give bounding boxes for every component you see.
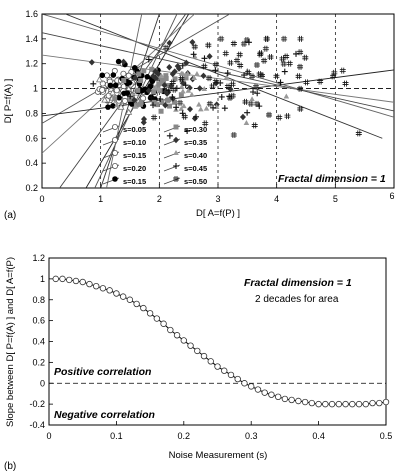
panel-a-y-tick-label: 1.6 — [25, 9, 38, 19]
panel-b-data-point — [296, 398, 302, 404]
panel-b-data-point — [302, 399, 308, 405]
panel-b-x-tick-label: 0.2 — [177, 431, 191, 441]
panel-b-data-point — [343, 401, 349, 407]
legend-line-sample — [164, 178, 180, 184]
panel-b-positive-correlation-label: Positive correlation — [54, 366, 152, 378]
legend-marker — [173, 137, 179, 143]
panel-a-data-point — [282, 69, 288, 75]
panel-a-y-ticks — [25, 9, 46, 193]
panel-a-data-point — [343, 81, 349, 87]
panel-a-data-point — [141, 68, 146, 73]
panel-a-data-point — [264, 36, 270, 42]
panel-a-data-point — [177, 100, 183, 106]
panel-b-data-point — [174, 332, 180, 338]
panel-a-data-point — [108, 83, 114, 89]
panel-a-data-point — [205, 42, 211, 48]
panel-a-data-point — [242, 99, 248, 105]
panel-a-data-point — [284, 113, 290, 119]
legend-label: s=0.45 — [184, 164, 208, 173]
panel-a-data-point — [250, 89, 256, 95]
legend-marker — [112, 150, 117, 155]
panel-a-data-point — [126, 73, 131, 78]
panel-a-x-tick-label: 3 — [215, 194, 221, 204]
panel-b-data-point — [93, 283, 99, 289]
panel-a-data-point — [303, 79, 309, 85]
panel-a-data-point — [104, 73, 109, 78]
panel-b-data-point — [188, 343, 194, 349]
panel-a-data-point — [114, 88, 119, 93]
legend-label: s=0.05 — [123, 125, 147, 134]
panel-a-data-point — [110, 103, 116, 109]
panel-a-data-point — [121, 78, 126, 83]
panel-b-x-tick-label: 0.4 — [312, 431, 325, 441]
panel-a-data-point — [267, 54, 273, 60]
panel-b-y-tick-label: 0.2 — [32, 357, 45, 368]
legend-marker — [174, 125, 179, 130]
panel-b-y-tick-label: 0 — [39, 378, 45, 389]
panel-a-data-point — [189, 39, 195, 45]
panel-b-data-point — [73, 278, 79, 284]
panel-a-data-point — [121, 91, 127, 97]
panel-a-data-point — [244, 120, 250, 125]
panel-a-y-tick-label: 1.4 — [25, 33, 38, 44]
panel-a-data-point — [200, 73, 206, 79]
panel-b-data-point — [53, 276, 59, 282]
panel-a-data-point — [297, 36, 303, 42]
panel-a-y-tick-label: 0.8 — [25, 108, 38, 119]
panel-b-x-tick-label: 0 — [46, 431, 52, 441]
panel-b-fractal-annotation: Fractal dimension = 1 — [244, 277, 352, 289]
panel-a-data-point — [252, 122, 258, 128]
panel-b-data-point — [60, 276, 66, 282]
panel-b-data-point — [383, 399, 389, 405]
panel-a-x-tick-label: 5 — [332, 194, 338, 204]
panel-a-data-points — [89, 36, 362, 139]
panel-a-data-point — [296, 73, 302, 79]
panel-b-y-axis-title: Slope between D[ P=f(A) ] and D[ A=f(P) — [5, 256, 16, 428]
panel-b-data-point — [141, 305, 147, 311]
panel-b-data-point — [194, 348, 200, 354]
panel-a-data-point — [249, 96, 255, 101]
legend-label: s=0.10 — [123, 138, 147, 147]
panel-a-data-point — [340, 68, 346, 74]
panel-b-data-point — [316, 401, 322, 407]
panel-a-x-tick-label: 1 — [98, 194, 104, 204]
panel-a-data-point — [166, 97, 171, 102]
panel-a-data-point — [138, 78, 143, 83]
panel-a-data-point — [136, 71, 141, 76]
panel-b-y-tick-label: 1 — [39, 273, 45, 284]
panel-a-data-point — [194, 71, 200, 76]
panel-a-data-point — [246, 39, 252, 45]
panel-b-data-point — [350, 401, 356, 407]
panel-a-data-point — [166, 64, 172, 70]
panel-a-data-point — [90, 81, 96, 87]
panel-b-line-chart — [4, 253, 392, 471]
panel-a-data-point — [112, 96, 117, 101]
panel-b-data-point — [289, 397, 295, 403]
panel-b-data-point — [168, 327, 174, 333]
panel-a-scatter-chart — [3, 9, 395, 221]
panel-b-x-axis-title: Noise Measurement (s) — [168, 450, 268, 461]
panel-a-data-point — [263, 46, 269, 52]
panel-a-data-point — [121, 71, 126, 76]
panel-b-data-point — [127, 297, 133, 303]
panel-b-data-point — [242, 380, 248, 386]
panel-b-data-point — [80, 279, 86, 285]
panel-a-data-point — [281, 36, 287, 42]
panel-a-data-point — [287, 61, 293, 67]
panel-a-data-point — [151, 115, 157, 121]
panel-a-data-point — [201, 55, 207, 61]
legend-label: s=0.20 — [123, 164, 147, 173]
panel-a-data-point — [218, 36, 224, 42]
panel-a-x-ticks — [39, 184, 394, 204]
panel-a-data-point — [227, 60, 233, 66]
panel-b-data-point — [329, 401, 335, 407]
legend-marker — [112, 137, 117, 142]
panel-a-data-point — [180, 88, 186, 93]
panel-a-x-tick-label: 4 — [274, 194, 280, 204]
panel-a-plot-area — [42, 14, 394, 188]
panel-b-data-point — [255, 387, 261, 393]
panel-b-y-tick-label: 0.6 — [32, 315, 45, 326]
panel-b-data-point — [370, 400, 376, 406]
panel-a-grid — [42, 14, 394, 188]
panel-a-data-point — [173, 76, 178, 81]
panel-a-data-point — [163, 73, 168, 78]
panel-a-data-point — [222, 105, 228, 111]
panel-b-negative-correlation-label: Negative correlation — [54, 409, 155, 421]
panel-b-data-point — [228, 372, 234, 378]
panel-a-data-point — [207, 101, 213, 107]
panel-a-y-axis-title: D[ P=f(A) ] — [3, 78, 14, 124]
panel-b-series — [53, 276, 389, 407]
panel-a-data-point — [206, 75, 212, 81]
panel-a-y-tick-label: 0.4 — [25, 158, 38, 169]
panel-b-data-point — [235, 376, 241, 382]
panel-b-y-tick-label: -0.4 — [29, 420, 45, 430]
panel-b-data-point — [181, 338, 187, 344]
panel-a-data-point — [198, 106, 204, 111]
panel-b-data-point — [208, 359, 214, 365]
panel-a-data-point — [187, 106, 193, 112]
panel-a-fractal-annotation: Fractal dimension = 1 — [278, 173, 386, 185]
panel-a-data-point — [254, 90, 260, 96]
panel-b-data-point — [336, 401, 342, 407]
panel-a-data-point — [105, 104, 111, 110]
panel-a-x-tick-label: 6 — [389, 191, 395, 201]
panel-a-x-tick-label: 0 — [39, 194, 45, 204]
panel-a-data-point — [237, 52, 243, 58]
panel-b-data-point — [376, 400, 382, 406]
panel-a-data-point — [192, 115, 198, 121]
panel-a-data-point — [223, 50, 229, 56]
panel-a-data-point — [302, 55, 308, 61]
panel-a-data-point — [356, 130, 362, 136]
panel-a-label: (a) — [4, 210, 17, 221]
legend-label: s=0.15 — [123, 151, 147, 160]
panel-b-y-tick-label: 0.4 — [32, 336, 45, 347]
panel-a-data-point — [276, 114, 282, 120]
panel-a-y-tick-label: 1 — [32, 83, 38, 94]
panel-a-data-point — [261, 58, 267, 64]
panel-b-data-point — [66, 277, 72, 283]
panel-b-data-point — [87, 281, 93, 287]
panel-a-x-tick-label: 2 — [156, 194, 162, 204]
panel-b-data-point — [269, 392, 275, 398]
panel-b-data-point — [154, 316, 160, 322]
panel-b-data-point — [221, 368, 227, 374]
panel-a-data-point — [231, 132, 237, 138]
panel-a-data-point — [293, 51, 299, 57]
panel-a-data-point — [219, 94, 225, 100]
panel-a-data-point — [156, 81, 161, 86]
legend-marker — [112, 124, 117, 129]
panel-b-x-tick-label: 0.5 — [379, 431, 393, 441]
legend-label: s=0.30 — [184, 125, 208, 134]
panel-a-data-point — [207, 53, 213, 59]
panel-a-data-point — [196, 102, 202, 107]
panel-b-data-point — [282, 396, 288, 402]
legend-label: s=0.50 — [184, 177, 208, 186]
panel-b-y-tick-label: -0.2 — [29, 399, 45, 410]
panel-b-data-point — [363, 401, 369, 407]
panel-b-data-point — [134, 301, 140, 307]
panel-a-data-point — [284, 94, 290, 99]
panel-a-data-point — [89, 59, 95, 65]
panel-b-x-ticks — [46, 421, 392, 441]
panel-b-data-point — [356, 401, 362, 407]
legend-marker — [112, 163, 117, 168]
panel-a-data-point — [159, 109, 164, 114]
panel-a-data-point — [122, 98, 127, 103]
panel-a-x-axis-title: D[ A=f(P) ] — [195, 208, 241, 219]
panel-b-data-point — [275, 394, 281, 400]
panel-a-data-point — [240, 114, 246, 120]
panel-b-data-point — [323, 401, 329, 407]
panel-a-data-point — [225, 70, 231, 76]
panel-b-data-point — [248, 384, 254, 390]
panel-a-data-point — [254, 62, 260, 68]
panel-a-data-point — [167, 133, 173, 139]
panel-a-data-point — [248, 101, 254, 107]
panel-a-data-point — [231, 41, 237, 47]
panel-b-data-point — [114, 291, 120, 297]
panel-a-data-point — [173, 104, 179, 110]
panel-b-data-point — [161, 321, 167, 327]
legend-label: s=0.40 — [184, 151, 208, 160]
panel-b-label: (b) — [4, 461, 17, 471]
panel-b-data-point — [120, 294, 126, 300]
panel-a-y-tick-label: 1.2 — [25, 58, 38, 69]
panel-a-y-tick-label: 0.6 — [25, 133, 38, 144]
panel-a-data-point — [135, 88, 140, 93]
panel-a-data-point — [99, 72, 105, 78]
panel-a-data-point — [204, 106, 210, 111]
legend-marker — [112, 176, 118, 182]
panel-b-data-point — [100, 285, 106, 291]
panel-b-x-tick-label: 0.1 — [110, 431, 123, 441]
panel-a-data-point — [244, 110, 250, 116]
panel-a-data-point — [264, 36, 270, 42]
panel-b-data-point — [201, 353, 207, 359]
panel-b-data-point — [309, 400, 315, 406]
panel-b-data-point — [215, 364, 221, 370]
legend-label: s=0.15 — [123, 177, 147, 186]
panel-b-y-tick-label: 0.8 — [32, 294, 45, 305]
panel-a-data-point — [167, 104, 172, 109]
legend-marker — [173, 163, 179, 169]
panel-a-data-point — [100, 87, 105, 92]
panel-b-data-point — [107, 288, 113, 294]
panel-b-decades-annotation: 2 decades for area — [255, 294, 339, 305]
panel-a-data-point — [116, 59, 122, 65]
panel-a-data-point — [145, 74, 151, 80]
panel-a-data-point — [113, 83, 119, 89]
panel-b-y-tick-label: 1.2 — [32, 253, 45, 263]
panel-b-data-point — [262, 390, 268, 396]
legend-label: s=0.35 — [184, 138, 208, 147]
panel-a-y-tick-label: 0.2 — [25, 183, 38, 193]
panel-a-data-point — [297, 64, 303, 70]
panel-b-x-tick-label: 0.3 — [244, 431, 258, 441]
panel-a-data-point — [283, 53, 289, 59]
panel-a-data-point — [256, 103, 262, 109]
panel-b-data-point — [147, 311, 153, 317]
panel-a-data-point — [111, 72, 117, 78]
panel-a-data-point — [266, 112, 272, 118]
